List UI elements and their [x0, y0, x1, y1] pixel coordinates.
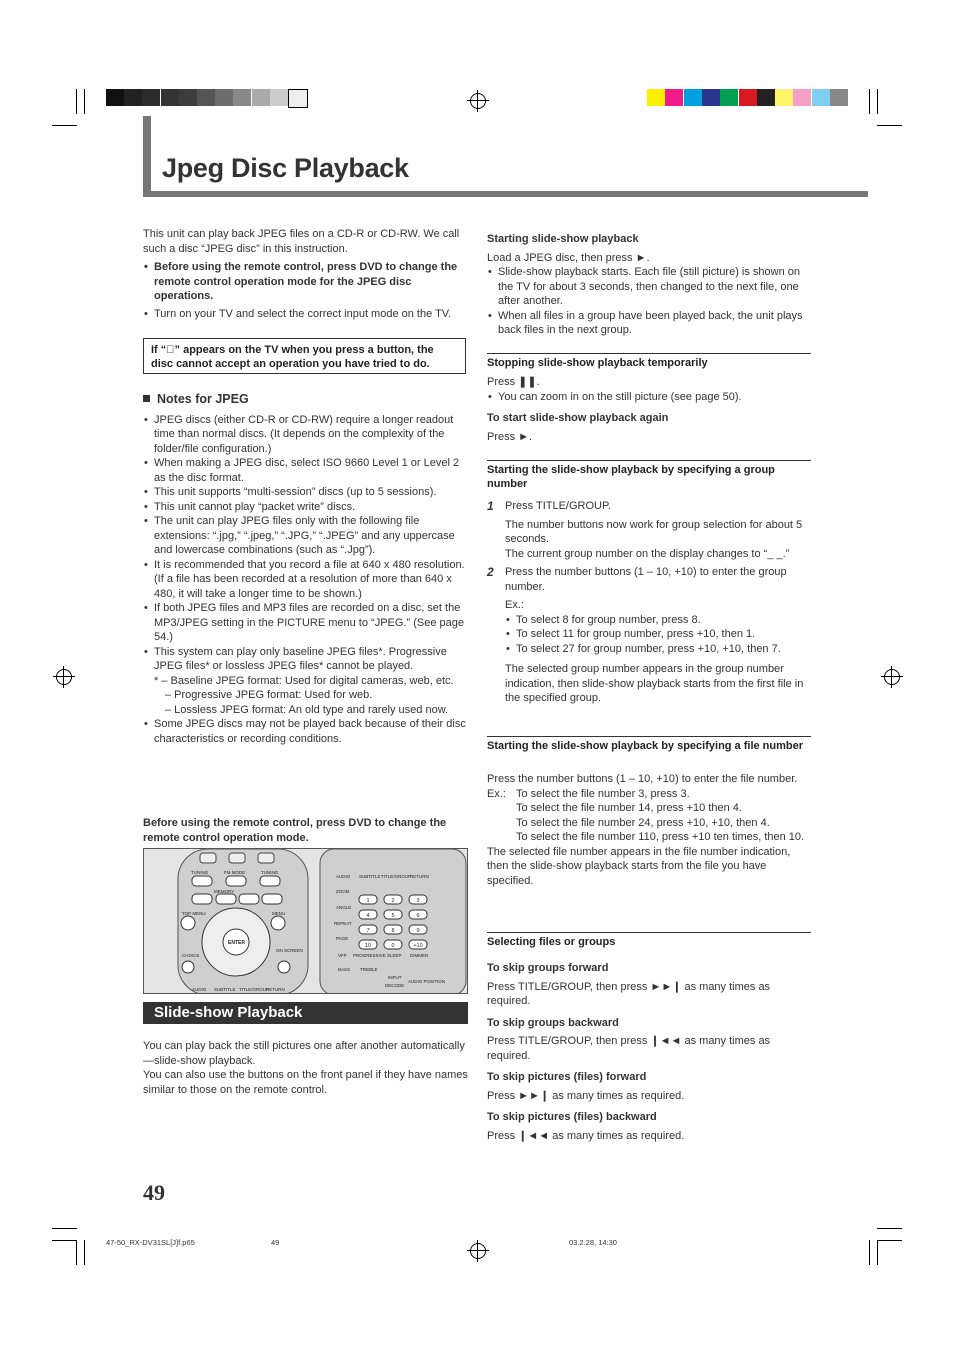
- sub-heading: To start slide-show playback again: [487, 412, 669, 424]
- gray-swatch: [142, 89, 160, 106]
- file-example: To select the file number 24, press +10, +10, then 4.: [516, 816, 770, 829]
- step-number: 1: [487, 499, 494, 513]
- color-swatch: [665, 89, 683, 106]
- footnote: – Lossless JPEG format: An old type and rarely used now.: [165, 703, 449, 716]
- color-swatch: [793, 89, 811, 106]
- gray-swatch: [179, 89, 197, 106]
- keypad-label: +10: [413, 943, 423, 949]
- keypad-label: 1: [366, 898, 370, 904]
- stop-bullet: • You can zoom in on the still picture (see page 50).: [487, 390, 812, 405]
- color-swatch: [720, 89, 738, 106]
- registration-mark-right: [884, 669, 900, 685]
- start-bullet: • When all files in a group have been played back, the unit plays back files in the next group.: [487, 309, 812, 338]
- color-swatch: [757, 89, 775, 106]
- note-item: • This system can play only baseline JPEG files*. Progressive JPEG files* or lossless JPEG files* cannot be played.: [143, 645, 468, 674]
- remote-label: DIMMER: [410, 953, 429, 958]
- section-heading: Starting the slide-show playback by specifying a group number: [487, 460, 811, 491]
- section-heading: Starting the slide-show playback by specifying a file number: [487, 736, 811, 754]
- gray-swatch: [252, 89, 270, 106]
- file-section: [487, 772, 812, 888]
- skip-text: Press TITLE/GROUP, then press ►►❙ as many times as required.: [487, 980, 771, 1007]
- skip-text: Press ►►❙ as many times as required.: [487, 1089, 685, 1102]
- remote-note: Before using the remote control, press DVD to change the remote control operation mode.: [143, 817, 447, 844]
- skip-text: Press TITLE/GROUP, then press ❙◄◄ as many times as required.: [487, 1035, 771, 1062]
- gray-swatch: [233, 89, 251, 106]
- registration-mark-left: [56, 669, 72, 685]
- remote-label: ANGLE: [336, 905, 352, 910]
- slideshow-paragraph: You can play back the still pictures one after another automatically—slide-show playback.: [143, 1040, 465, 1067]
- file-example: To select the file number 3, press 3.: [516, 787, 690, 800]
- example-item: • To select 27 for group number, press +10, +10, then 7.: [505, 642, 812, 657]
- gray-swatch: [197, 89, 215, 106]
- remote-label: BASS: [338, 967, 351, 972]
- note-item: • If both JPEG files and MP3 files are recorded on a disc, set the MP3/JPEG setting in the PICTURE menu to “JPEG.” (See page 54.): [143, 601, 468, 645]
- file-example: To select the file number 110, press +10 ten times, then 10.: [516, 831, 805, 843]
- footnote: – Progressive JPEG format: Used for web.: [165, 689, 373, 701]
- intro: [143, 227, 468, 321]
- notes-section: [143, 392, 468, 746]
- note-item: • It is recommended that you record a file at 640 x 480 resolution. (If a file has been recorded at a resolution of more than 640 x 480, it will take a longer time to be shown.): [143, 558, 468, 602]
- gray-swatch: [270, 89, 288, 106]
- gray-swatch: [161, 89, 179, 106]
- title-rule-horizontal: [143, 191, 868, 197]
- remote-label: TUNING: [261, 870, 279, 875]
- remote-label: VFP: [338, 953, 347, 958]
- footer-page: 49: [271, 1238, 280, 1247]
- remote-label: REPEAT: [334, 921, 352, 926]
- keypad-label: 5: [391, 913, 395, 919]
- remote-label: RETURN: [410, 874, 429, 879]
- select-section: [487, 961, 812, 1143]
- example-label: Ex.:: [487, 787, 506, 800]
- sub-heading: To skip groups forward: [487, 962, 609, 974]
- remote-label: AUDIO POSITION: [408, 979, 446, 984]
- remote-label: DECODE: [385, 983, 405, 988]
- keypad-label: 3: [416, 898, 420, 904]
- remote-label: RETURN: [266, 987, 285, 992]
- remote-label: INPUT: [388, 975, 402, 980]
- title-rule-vertical: [143, 116, 151, 196]
- note-item: • Some JPEG discs may not be played back because of their disc characteristics or recording conditions.: [143, 717, 468, 746]
- sub-heading: To skip pictures (files) backward: [487, 1111, 657, 1123]
- slideshow-paragraph: You can also use the buttons on the front panel if they have names similar to those on the remote control.: [143, 1069, 468, 1096]
- remote-label: SLEEP: [387, 953, 402, 958]
- sub-heading: To skip pictures (files) forward: [487, 1071, 647, 1083]
- remote-label: FM MODE: [224, 870, 246, 875]
- gray-swatch: [215, 89, 233, 106]
- slideshow-intro: [143, 1039, 468, 1097]
- registration-mark-top: [470, 93, 486, 109]
- remote-label: TUNING: [191, 870, 209, 875]
- keypad-label: 8: [391, 928, 395, 934]
- step-detail: The selected group number appears in the group number indication, then slide-show playback starts from the first file in the specified group.: [505, 663, 804, 704]
- remote-label: PROGRESSIVE: [353, 953, 386, 958]
- remote-label: TITLE/GROUP: [381, 874, 412, 879]
- color-swatch: [684, 89, 702, 106]
- start-bullet: • Slide-show playback starts. Each file (still picture) is shown on the TV for about 3 seconds, then changed to the next file, one after another.: [487, 265, 812, 309]
- keypad-label: 2: [391, 898, 395, 904]
- note-item: • This unit cannot play “packet write” discs.: [143, 500, 468, 515]
- keypad-label: 0: [391, 943, 395, 949]
- remote-label: CHOICE: [182, 953, 200, 958]
- color-swatch: [739, 89, 757, 106]
- intro-bullet: • Turn on your TV and select the correct input mode on the TV.: [143, 307, 468, 322]
- file-paragraph: The selected file number appears in the file number indication, then the slide-show playback starts from the file you have specified.: [487, 845, 791, 887]
- page-title: Jpeg Disc Playback: [162, 153, 409, 183]
- enter-label: ENTER: [228, 940, 245, 946]
- start-line: Load a JPEG disc, then press ►.: [487, 251, 650, 264]
- start-section: [487, 232, 812, 338]
- example-label: Ex.:: [505, 599, 524, 611]
- remote-label: SUBTITLE: [214, 987, 236, 992]
- step-text: Press TITLE/GROUP.: [505, 500, 611, 512]
- remote-label: TITLE/GROUP: [239, 987, 270, 992]
- gray-swatch: [124, 89, 142, 106]
- remote-control-illustration: [143, 848, 468, 994]
- note-item: • JPEG discs (either CD-R or CD-RW) require a longer readout time than normal discs. (It depends on the complexity of the folder/file configuration.): [143, 413, 468, 457]
- color-swatch: [830, 89, 848, 106]
- note-item: • This unit supports “multi-session” discs (up to 5 sessions).: [143, 485, 468, 500]
- color-swatch: [775, 89, 793, 106]
- intro-paragraph: This unit can play back JPEG files on a CD-R or CD-RW. We call such a disc “JPEG disc” in this instruction.: [143, 228, 460, 255]
- stop-section: [487, 375, 812, 444]
- note-item: • When making a JPEG disc, select ISO 9660 Level 1 or Level 2 as the disc format.: [143, 456, 468, 485]
- skip-text: Press ❙◄◄ as many times as required.: [487, 1129, 685, 1142]
- footer-date: 03.2.28, 14:30: [569, 1238, 617, 1247]
- remote-label: TOP MENU: [182, 911, 206, 916]
- color-swatch: [647, 89, 665, 106]
- page-number: 49: [143, 1180, 165, 1205]
- group-section: [487, 499, 812, 706]
- remote-label: TREBLE: [360, 967, 378, 972]
- note-item: • The unit can play JPEG files only with the following file extensions: “.jpg,” “.jpeg,” “.JPG,” “.JPEG” and any uppercase and lowercase combinations (such as “.Jpg”).: [143, 514, 468, 558]
- restart-line: Press ►.: [487, 430, 533, 443]
- remote-label: AUDIO: [192, 987, 207, 992]
- color-swatch: [812, 89, 830, 106]
- remote-label: ON SCREEN: [276, 948, 303, 953]
- keypad-label: 9: [416, 928, 420, 934]
- step-number: 2: [487, 565, 494, 579]
- notes-heading: Notes for JPEG: [157, 392, 249, 406]
- remote-label: MENU: [272, 911, 286, 916]
- step-detail: The number buttons now work for group selection for about 5 seconds.: [505, 518, 803, 545]
- step-detail: The current group number on the display changes to “_ _.”: [505, 547, 790, 560]
- keypad-label: 10: [364, 943, 372, 949]
- keypad-label: 4: [366, 913, 370, 919]
- section-heading: Stopping slide-show playback temporarily: [487, 353, 811, 371]
- note-box: If “⃠” appears on the TV when you press a button, the disc cannot accept an operation you have tried to do.: [143, 338, 466, 374]
- step-text: Press the number buttons (1 – 10, +10) to enter the group number.: [505, 566, 787, 593]
- color-swatch: [702, 89, 720, 106]
- stop-line: Press ❚❚.: [487, 376, 540, 388]
- example-item: • To select 8 for group number, press 8.: [505, 613, 812, 628]
- example-item: • To select 11 for group number, press +10, then 1.: [505, 627, 812, 642]
- remote-label: ZOOM: [336, 889, 350, 894]
- section-heading: Starting slide-show playback: [487, 233, 639, 245]
- gray-swatch: [106, 89, 124, 106]
- remote-label: MEMORY: [214, 889, 235, 894]
- section-heading: Selecting files or groups: [487, 932, 811, 950]
- file-example: To select the file number 14, press +10 then 4.: [516, 802, 742, 814]
- remote-control-svg: [144, 849, 468, 994]
- slideshow-heading: Slide-show Playback: [143, 1002, 468, 1024]
- remote-label: PAGE: [336, 936, 349, 941]
- footer-file: 47-50_RX-DV31SL[J]f.p65: [106, 1238, 195, 1247]
- gray-swatch: [288, 89, 308, 108]
- footnote: * – Baseline JPEG format: Used for digital cameras, web, etc.: [154, 674, 454, 687]
- registration-mark-bottom: [470, 1243, 486, 1259]
- keypad-label: 6: [416, 913, 420, 919]
- intro-bullet: • Before using the remote control, press DVD to change the remote control operation mode for the JPEG disc operations.: [143, 260, 468, 304]
- file-paragraph: Press the number buttons (1 – 10, +10) to enter the file number.: [487, 773, 798, 785]
- keypad-label: 7: [366, 928, 370, 934]
- remote-label: SUBTITLE: [359, 874, 381, 879]
- sub-heading: To skip groups backward: [487, 1016, 619, 1029]
- remote-label: AUDIO: [336, 874, 351, 879]
- square-bullet-icon: [143, 395, 150, 402]
